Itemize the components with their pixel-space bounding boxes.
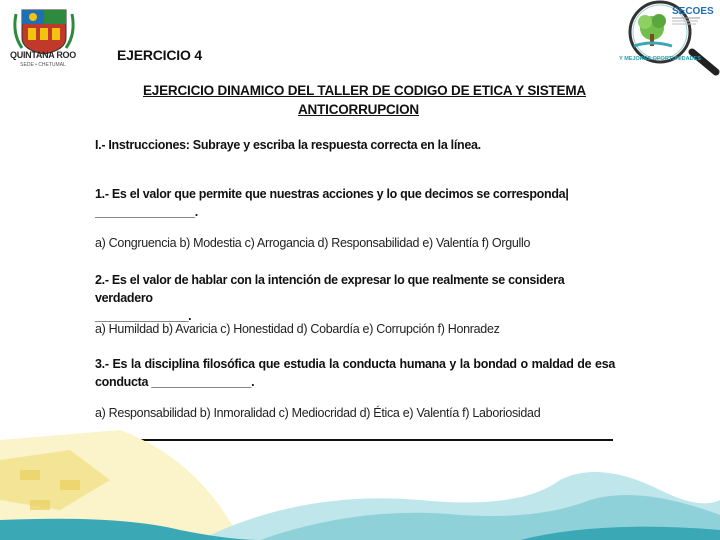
document-title-line1: EJERCICIO DINAMICO DEL TALLER DE CODIGO DE ETICA Y SISTEMA [143, 83, 586, 98]
question-2-blank: ______________. [95, 309, 192, 323]
instructions-text: I.- Instrucciones: Subraye y escriba la respuesta correcta en la línea. [95, 138, 481, 152]
question-1-text: 1.- Es el valor que permite que nuestras acciones y lo que decimos se corresponda| [95, 187, 569, 201]
question-1-options: a) Congruencia b) Modestia c) Arrogancia d) Responsabilidad e) Valentía f) Orgullo [95, 236, 531, 250]
question-3 [95, 355, 615, 391]
decorative-wave-band [0, 420, 720, 540]
question-3-text: 3.- Es la disciplina filosófica que estudia la conducta humana y la bondad o maldad de esa conducta [95, 357, 615, 389]
exercise-title: EJERCICIO 4 [117, 47, 202, 63]
secoes-tagline: Y MEJORES OPORTUNIDADES [619, 56, 701, 62]
question-3-blank: _______________. [151, 375, 255, 389]
secoes-label: SECOES [672, 6, 714, 17]
question-1 [95, 185, 615, 221]
secoes-logo [612, 0, 720, 80]
state-name-label: QUINTANA ROO [10, 50, 76, 60]
document-title-line2: ANTICORRUPCION [298, 102, 419, 117]
question-2 [95, 271, 615, 325]
state-sub-label: SEDE • CHETUMAL [20, 62, 66, 68]
question-1-blank: _______________. [95, 205, 198, 219]
question-3-options: a) Responsabilidad b) Inmoralidad c) Mediocridad d) Ética e) Valentía f) Laboriosidad [95, 406, 541, 420]
question-2-text: 2.- Es el valor de hablar con la intención de expresar lo que realmente se considera verdadero [95, 273, 565, 305]
question-2-options: a) Humildad b) Avaricia c) Honestidad d) Cobardía e) Corrupción f) Honradez [95, 322, 500, 336]
